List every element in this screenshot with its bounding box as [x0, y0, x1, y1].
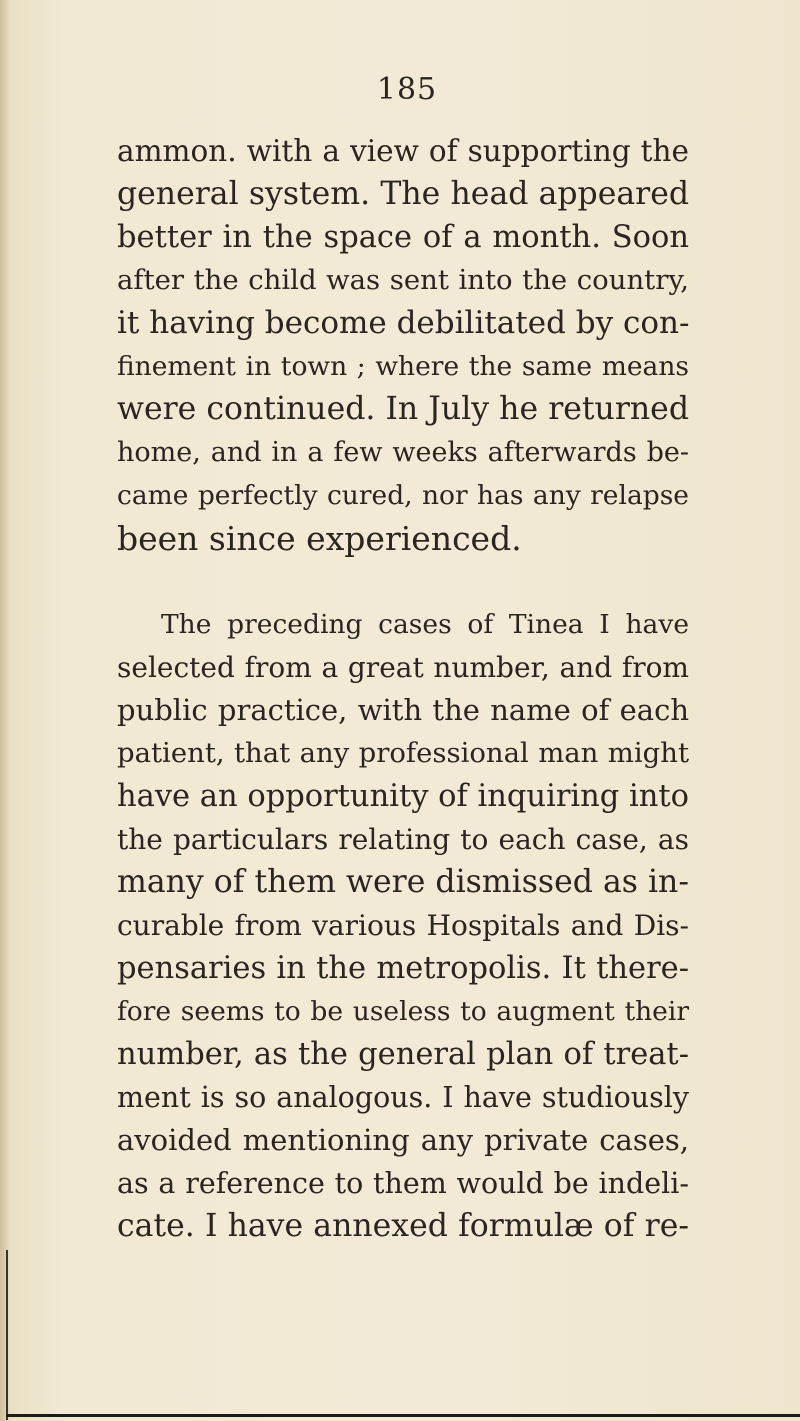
text-line: ammon. with a view of supporting the — [117, 134, 689, 168]
text-line: number, as the general plan of treat- — [117, 1037, 689, 1072]
text-line: many of them were dismissed as in- — [117, 864, 689, 900]
body-text — [117, 130, 689, 1248]
text-line: avoided mentioning any private cases, — [117, 1123, 689, 1157]
page-number: 185 — [376, 72, 438, 107]
text-line: were continued. In July he returned — [117, 391, 689, 427]
text-line: been since experienced. — [117, 519, 522, 558]
text-line: came perfectly cured, nor has any relapse — [117, 480, 689, 511]
text-line: ment is so analogous. I have studiously — [117, 1081, 689, 1114]
text-line: fore seems to be useless to augment their — [117, 996, 689, 1027]
text-line: public practice, with the name of each — [117, 693, 689, 727]
text-line: it having become debilitated by con- — [117, 305, 690, 341]
text-line: as a reference to them would be indeli- — [117, 1167, 689, 1200]
text-line: home, and in a few weeks afterwards be- — [117, 437, 689, 468]
text-line: curable from various Hospitals and Dis- — [117, 909, 689, 942]
text-line: after the child was sent into the country, — [117, 264, 689, 296]
page-spine-shadow — [0, 0, 10, 1421]
text-line: have an opportunity of inquiring into — [117, 779, 690, 814]
text-line: cate. I have annexed formulæ of re- — [117, 1208, 689, 1244]
page-bottom-edge — [6, 1414, 800, 1417]
text-line: pensaries in the metropolis. It there- — [117, 951, 689, 986]
text-line: the particulars relating to each case, as — [117, 823, 689, 856]
text-line: finement in town ; where the same means — [117, 351, 689, 382]
text-line: selected from a great number, and from — [117, 651, 689, 684]
paragraph-gap — [117, 560, 689, 603]
text-line: better in the space of a month. Soon — [117, 220, 689, 255]
text-line: The preceding cases of Tinea I have — [161, 609, 689, 640]
text-line: general system. The head appeared — [117, 176, 689, 212]
page-edge-line — [6, 1250, 8, 1420]
paragraph-2 — [117, 603, 689, 1248]
text-line: patient, that any professional man might — [117, 737, 689, 769]
paragraph-1 — [117, 130, 689, 560]
